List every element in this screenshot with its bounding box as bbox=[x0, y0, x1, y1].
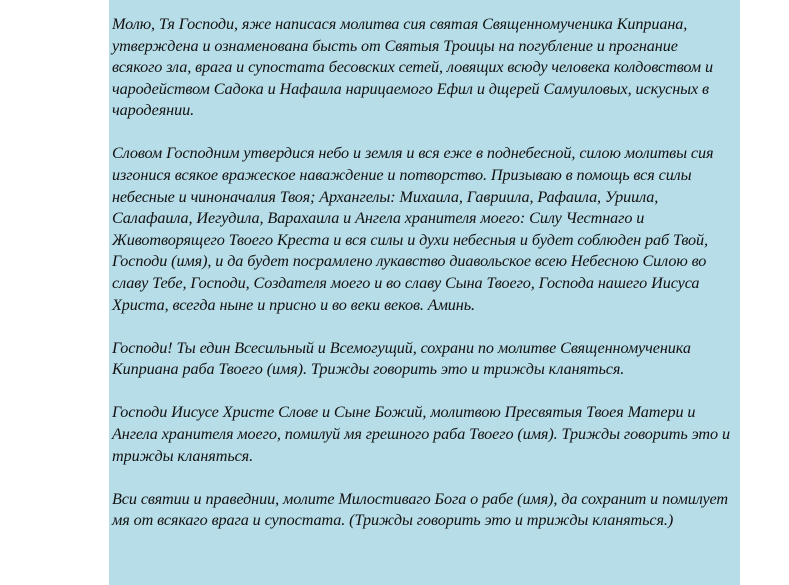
paragraph-5: Вси святии и праведнии, молите Милостиваго Бога о рабе (имя), да сохранит и помилует мя от всякаго врага и супостата. (Трижды говорить это и трижды кланяться.) bbox=[112, 489, 729, 530]
paragraph-2: Словом Господним утвердися небо и земля и вся еже в поднебесной, силою молитвы сия изгонися всякое вражеское наваждение и потворство. Призываю в помощь вся силы небесные и чиноначалия Твоя; Архангелы: Михаила, Гавриила, Рафаила, Уриила, Салафаила, Иегудила, Варахаила и Ангела хранителя моего: Силу Честнаго и Животворящего Твоего Креста и вся силы и духи небесныя и будет соблюден раб Твой, Господи (имя), и да будет посрамлено лукавство диавольское всею Небесною Силою во славу Тебе, Господи, Создателя моего и во славу Сына Твоего, Господа нашего Иисуса Христа, всегда ныне и присно и во веки веков. Аминь. bbox=[112, 144, 714, 314]
paragraph-1: Молю, Тя Господи, яже написася молитва сия святая Священномученика Киприана, утверждена и ознаменована бысть от Святыя Троицы на погубление и прогнание всякого зла, врага и супостата бесовских сетей, ловящих всюду человека колдовством и чародейством Садока и Нафаила нарицаемого Ефил и дщерей Самуиловых, искусных в чародеянии. bbox=[112, 15, 713, 120]
paragraph-4: Господи Иисусе Христе Слове и Сыне Божий, молитвою Пресвятыя Твоея Матери и Ангела хранителя моего, помилуй мя грешного раба Твоего (имя). Трижды говорить это и трижды кланяться. bbox=[112, 403, 730, 465]
paragraph-3: Господи! Ты един Всесильный и Всемогущий, сохрани по молитве Священномученика Киприана раба Твоего (имя). Трижды говорить это и трижды кланяться. bbox=[112, 338, 691, 379]
prayer-text-panel bbox=[109, 0, 740, 585]
